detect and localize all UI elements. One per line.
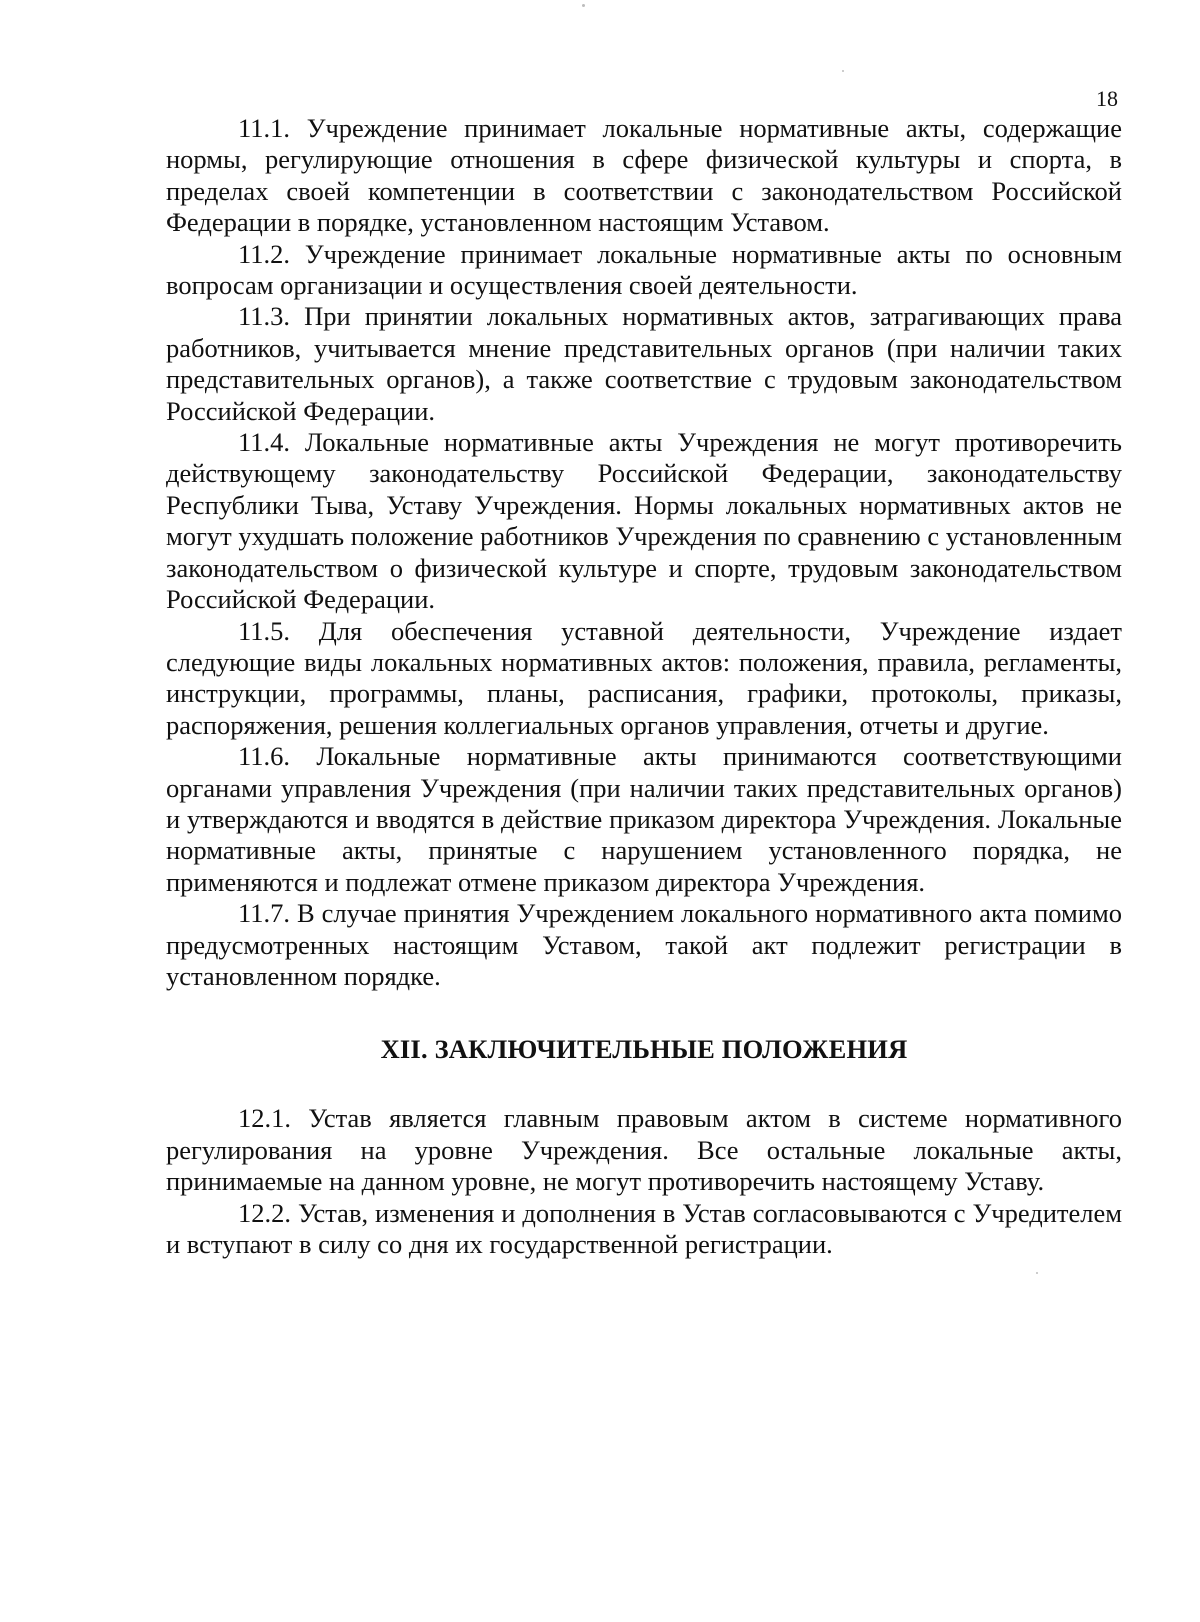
paragraph-11-2: 11.2. Учреждение принимает локальные нормативные акты по основным вопросам организации и осуществления своей деятельности. [166, 238, 1122, 301]
scan-speck [582, 4, 585, 7]
paragraph-11-5: 11.5. Для обеспечения уставной деятельности, Учреждение издает следующие виды локальных нормативных актов: положения, правила, регламенты, инструкции, программы, планы, расписания, графики, протоколы, приказы, распоряжения, решения коллегиальных органов управления, отчеты и другие. [166, 615, 1122, 740]
paragraph-12-2: 12.2. Устав, изменения и дополнения в Устав согласовываются с Учредителем и вступают в силу со дня их государственной регистрации. [166, 1197, 1122, 1259]
paragraph-12-1: 12.1. Устав является главным правовым актом в системе нормативного регулирования на уровне Учреждения. Все остальные локальные акты, принимаемые на данном уровне, не могут противоречить настоящему Уставу. [166, 1103, 1122, 1197]
page-number: 18 [1096, 86, 1118, 111]
paragraph-11-4: 11.4. Локальные нормативные акты Учреждения не могут противоречить действующему законодательству Российской Федерации, законодательству Республики Тыва, Уставу Учреждения. Нормы локальных нормативных актов не могут ухудшать положение работников Учреждения по сравнению с установленным законодательством о физической культуре и спорте, трудовым законодательством Российской Федерации. [166, 427, 1122, 615]
scan-speck [1036, 1272, 1038, 1274]
paragraph-11-7: 11.7. В случае принятия Учреждением локального нормативного акта помимо предусмотренных настоящим Уставом, такой акт подлежит регистрации в установленном порядке. [166, 898, 1122, 991]
paragraph-11-3: 11.3. При принятии локальных нормативных актов, затрагивающих права работников, учитывается мнение представительных органов (при наличии таких представительных органов), а также соответствие с трудовым законодательством Российской Федерации. [166, 301, 1122, 426]
scan-speck [842, 70, 844, 72]
document-body [166, 113, 1122, 1260]
paragraph-11-6: 11.6. Локальные нормативные акты принимаются соответствующими органами управления Учреждения (при наличии таких представительных органов) и утверждаются и вводятся в действие приказом директора Учреждения. Локальные нормативные акты, принятые с нарушением установленного порядка, не применяются и подлежат отмене приказом директора Учреждения. [166, 741, 1122, 897]
paragraph-11-1: 11.1. Учреждение принимает локальные нормативные акты, содержащие нормы, регулирующие отношения в сфере физической культуры и спорта, в пределах своей компетенции в соответствии с законодательством Российской Федерации в порядке, установленном настоящим Уставом. [166, 113, 1122, 238]
section-heading-final-provisions: XII. ЗАКЛЮЧИТЕЛЬНЫЕ ПОЛОЖЕНИЯ [380, 1034, 908, 1065]
